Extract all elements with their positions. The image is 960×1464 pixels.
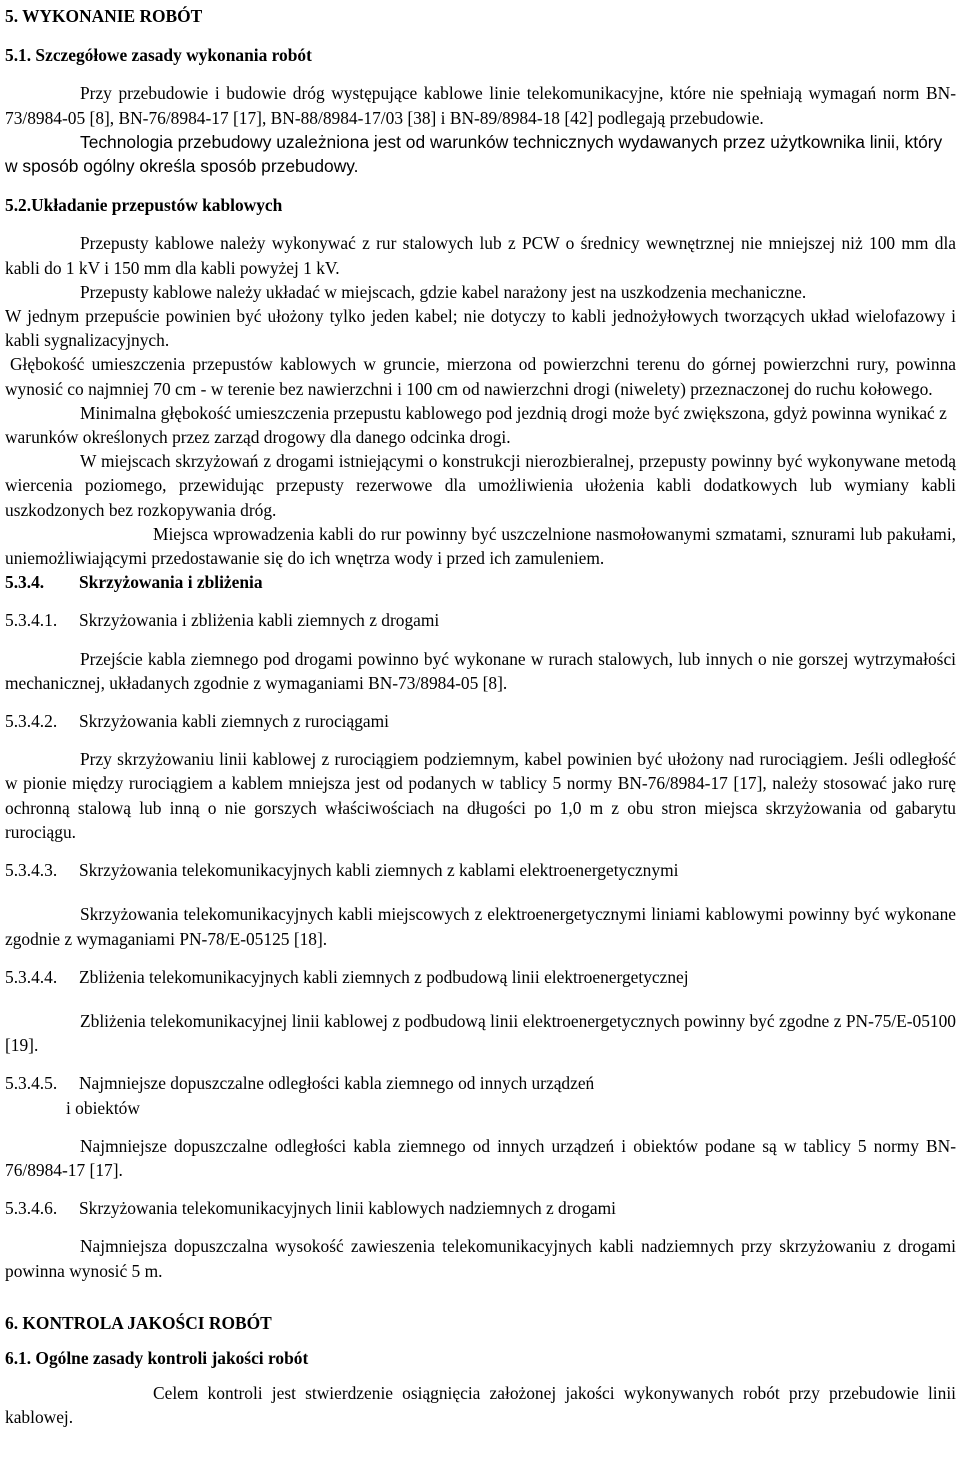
section-heading-5: 5. WYKONANIE ROBÓT: [5, 6, 203, 26]
subsection-title: Zbliżenia telekomunikacyjnych kabli ziemnych z podbudową linii elektroenergetycznej: [79, 966, 689, 987]
subsection-heading-5-3-4-1: [5, 608, 956, 632]
subsection-number: 5.3.4.3.: [5, 860, 58, 881]
subsection-title: Skrzyżowania kabli ziemnych z rurociągami: [79, 711, 390, 732]
paragraph-5-2-c: W jednym przepuście powinien być ułożony tylko jeden kabel; nie dotyczy to kabli jednożyłowych tworzących układ wielofazowy i kabli sygnalizacyjnych.: [5, 306, 956, 351]
subsection-heading-5-3-4: [5, 570, 956, 594]
paragraph-5-1-b: Technologia przebudowy uzależniona jest od warunków technicznych wydawanych przez użytkownika linii, który w sposób ogólny określa sposób przebudowy.: [5, 131, 943, 177]
paragraph-5-3-4-2: Przy skrzyżowaniu linii kablowej z rurociągiem podziemnym, kabel powinien być ułożony nad rurociągiem. Jeśli odległość w pionie między rurociągiem a kablem mniejsza jest od podanych w tablicy 5 normy BN-76/8984-17 [17], należy stosować jako rurę ochronną stalową lub inną o nie gorszych właściwościach na długości po 1,0 m z obu stron miejsca skrzyżowania od gabarytu rurociągu.: [5, 749, 956, 842]
paragraph-5-3-4-1: Przejście kabla ziemnego pod drogami powinno być wykonane w rurach stalowych, lub innych o nie gorszej wytrzymałości mechanicznej, układanych zgodnie z wymaganiami BN-73/8984-05 [8].: [5, 648, 956, 693]
paragraph-5-3-4-4: Zbliżenia telekomunikacyjnej linii kablowej z podbudową linii elektroenergetycznych powinny być zgodne z PN-75/E-05100 [19].: [5, 1010, 956, 1056]
subsection-title: Skrzyżowania i zbliżenia kabli ziemnych z drogami: [79, 610, 440, 631]
subsection-title: Skrzyżowania i zbliżenia: [79, 572, 263, 593]
subsection-title-line-1: Najmniejsze dopuszczalne odległości kabla ziemnego od innych urządzeń: [79, 1073, 595, 1094]
paragraph-5-3-4-5: Najmniejsze dopuszczalne odległości kabla ziemnego od innych urządzeń i obiektów podane są w tablicy 5 normy BN-76/8984-17 [17].: [5, 1135, 956, 1180]
subsection-number: 5.3.4.6.: [5, 1198, 58, 1219]
subsection-title: Skrzyżowania telekomunikacyjnych kabli ziemnych z kablami elektroenergetycznymi: [79, 860, 679, 881]
subsection-title-line-2: i obiektów: [66, 1097, 140, 1118]
paragraph-5-2-g: Miejsca wprowadzenia kabli do rur powinny być uszczelnione nasmołowanymi szmatami, sznurami lub pakułami, uniemożliwiającymi przedostawanie się do ich wnętrza wody i przed ich zamuleniem.: [5, 523, 956, 569]
paragraph-5-1-a: Przy przebudowie i budowie dróg występujące kablowe linie telekomunikacyjne, które nie spełniają wymagań norm BN-73/8984-05 [8], BN-76/8984-17 [17], BN-88/8984-17/03 [38] i BN-89/8984-18 [42] podlegają przebudowie.: [5, 83, 956, 128]
section-heading-5-2: 5.2.Układanie przepustów kablowych: [5, 195, 283, 216]
subsection-heading-5-3-4-5: [5, 1071, 956, 1119]
subsection-heading-5-3-4-4: [5, 965, 956, 989]
section-heading-6-1: 6.1. Ogólne zasady kontroli jakości robót: [5, 1347, 309, 1368]
subsection-heading-5-3-4-6: [5, 1196, 956, 1220]
paragraph-5-2-d: Głębokość umieszczenia przepustów kablowych w gruncie, mierzona od powierzchni terenu do górnej powierzchni rury, powinna wynosić co najmniej 70 cm - w terenie bez nawierzchni i 100 cm od nawierzchni drogi (niwelety) przeznaczonej do ruchu kołowego.: [5, 354, 956, 399]
subsection-number: 5.3.4.5.: [5, 1073, 58, 1094]
section-heading-6: 6. KONTROLA JAKOŚCI ROBÓT: [5, 1312, 272, 1333]
paragraph-5-2-b: Przepusty kablowe należy układać w miejscach, gdzie kabel narażony jest na uszkodzenia mechaniczne.: [80, 281, 807, 302]
section-heading-5-1: 5.1. Szczegółowe zasady wykonania robót: [5, 45, 312, 66]
subsection-number: 5.3.4.4.: [5, 966, 58, 987]
paragraph-5-2-f: W miejscach skrzyżowań z drogami istniejącymi o konstrukcji nierozbieralnej, przepusty powinny być wykonywane metodą wiercenia poziomego, przewidując przepusty rezerwowe dla umożliwienia ułożenia kabli dodatkowych lub wymiany kabli uszkodzonych bez rozkopywania dróg.: [5, 451, 956, 520]
subsection-heading-5-3-4-2: [5, 709, 956, 733]
subsection-number: 5.3.4.1.: [5, 610, 58, 631]
subsection-title: [66, 1071, 956, 1119]
paragraph-5-2-e: Minimalna głębokość umieszczenia przepustu kablowego pod jezdnią drogi może być zwiększona, gdyż powinna wynikać z warunków określonych przez zarząd drogowy dla danego odcinka drogi.: [5, 402, 947, 448]
paragraph-5-3-4-6: Najmniejsza dopuszczalna wysokość zawieszenia telekomunikacyjnych kabli nadziemnych przy skrzyżowaniu z drogami powinna wynosić 5 m.: [5, 1236, 956, 1281]
subsection-number: 5.3.4.: [5, 572, 45, 593]
paragraph-6-1: Celem kontroli jest stwierdzenie osiągnięcia założonej jakości wykonywanych robót przy przebudowie linii kablowej.: [5, 1383, 956, 1428]
subsection-number: 5.3.4.2.: [5, 711, 58, 732]
paragraph-5-2-a: Przepusty kablowe należy wykonywać z rur stalowych lub z PCW o średnicy wewnętrznej nie mniejszej niż 100 mm dla kabli do 1 kV i 150 mm dla kabli powyżej 1 kV.: [5, 233, 956, 278]
paragraph-5-3-4-3: Skrzyżowania telekomunikacyjnych kabli miejscowych z elektroenergetycznymi liniami kablowymi powinny być wykonane zgodnie z wymaganiami PN-78/E-05125 [18].: [5, 904, 956, 949]
subsection-heading-5-3-4-3: [5, 858, 956, 882]
subsection-title: Skrzyżowania telekomunikacyjnych linii kablowych nadziemnych z drogami: [79, 1198, 617, 1219]
